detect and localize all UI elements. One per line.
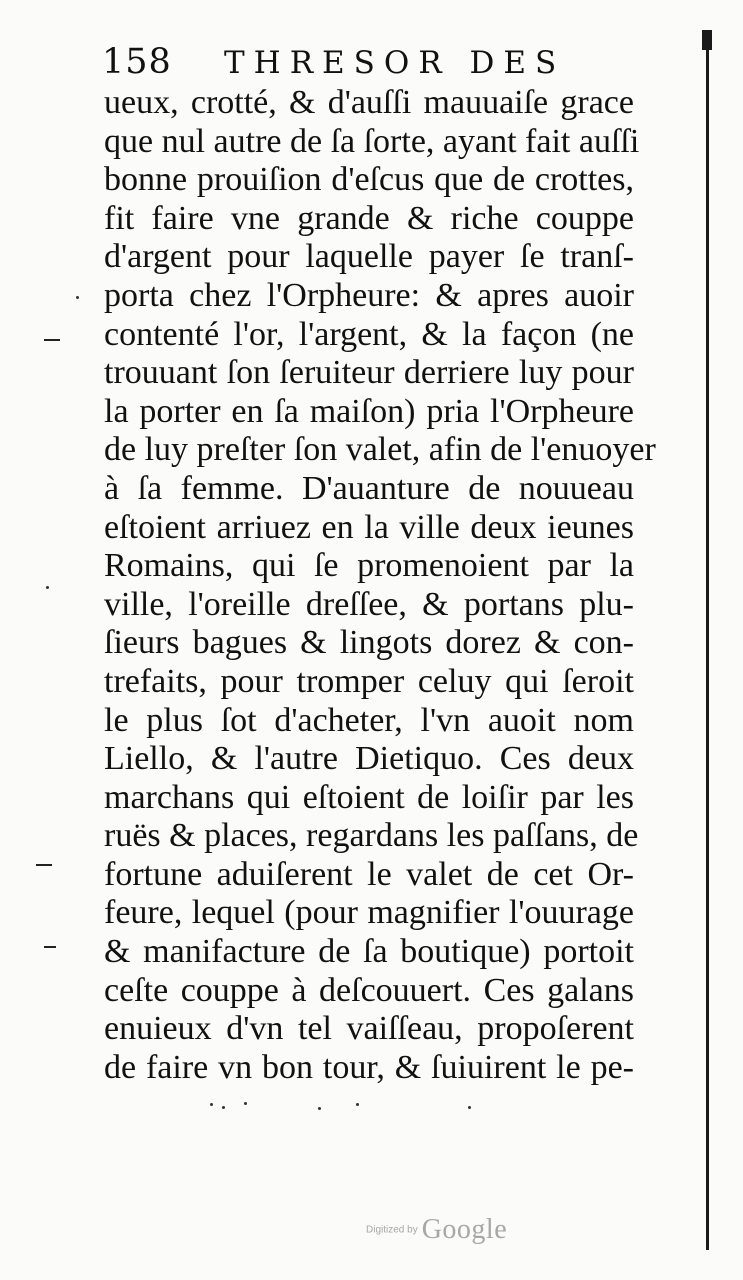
text-line: ceſte couppe à deſcouuert. Ces galans: [104, 971, 634, 1009]
text-line: le plus ſot d'acheter, l'vn auoit nom: [104, 701, 634, 739]
text-line: fortune aduiſerent le valet de cet Or-: [104, 855, 634, 893]
margin-dash: [44, 339, 60, 341]
text-line: de luy preſter ſon valet, afin de l'enuoyer: [104, 431, 656, 469]
text-line: à ſa femme. D'auanture de nouueau: [104, 469, 634, 507]
text-line: ville, l'oreille dreſſee, & portans plu-: [104, 585, 634, 623]
body-text: [104, 84, 656, 1087]
page-header: [96, 40, 636, 84]
text-line: Liello, & l'autre Dietiquo. Ces deux: [104, 740, 634, 778]
text-line: trefaits, pour tromper celuy qui ſeroit: [104, 662, 634, 700]
page-number: 158: [102, 42, 172, 82]
text-line: ſieurs bagues & lingots dorez & con-: [104, 624, 634, 662]
ink-speck: [468, 1106, 471, 1109]
ink-speck: [356, 1103, 359, 1106]
text-line: eſtoient arriuez en la ville deux ieunes: [104, 508, 634, 546]
text-line: bonne prouiſion d'eſcus que de crottes,: [104, 161, 634, 199]
text-line: enuieux d'vn tel vaiſſeau, propoſerent: [104, 1010, 634, 1048]
digitization-watermark: [366, 1214, 507, 1250]
google-logo: Google: [421, 1214, 508, 1245]
running-head: THRESOR DES: [224, 45, 566, 81]
text-line: marchans qui eſtoient de loiſir par les: [104, 778, 634, 816]
text-line: & manifacture de ſa boutique) portoit: [104, 933, 634, 971]
text-line: feure, lequel (pour magnifier l'ouurage: [104, 894, 634, 932]
digitized-by-label: Digitized by: [366, 1224, 418, 1236]
text-line: ruës & places, regardans les paſſans, de: [104, 817, 639, 855]
text-line: ueux, crotté, & d'auſſi mauuaiſe grace: [104, 84, 634, 121]
text-line: de faire vn bon tour, & ſuiuirent le pe-: [104, 1048, 634, 1086]
text-line: fit faire vne grande & riche couppe: [104, 199, 634, 237]
text-line: porta chez l'Orpheure: & apres auoir: [104, 276, 634, 314]
ink-speck: [244, 1102, 247, 1105]
text-line: que nul autre de ſa ſorte, ayant fait auſſi: [104, 122, 640, 160]
ink-speck: [222, 1106, 225, 1109]
ink-speck: [46, 586, 49, 589]
margin-dash: [36, 864, 52, 866]
text-line: contenté l'or, l'argent, & la façon (ne: [104, 315, 634, 353]
text-line: trouuant ſon ſeruiteur derriere luy pour: [104, 354, 634, 392]
text-line: la porter en ſa maiſon) pria l'Orpheure: [104, 392, 634, 430]
ink-speck: [210, 1103, 213, 1106]
ink-speck: [318, 1107, 321, 1110]
page-edge-rule: [706, 32, 709, 1250]
text-line: Romains, qui ſe promenoient par la: [104, 547, 634, 585]
margin-dash: [44, 946, 56, 948]
ink-speck: [76, 296, 79, 299]
text-line: d'argent pour laquelle payer ſe tranſ-: [104, 238, 634, 276]
